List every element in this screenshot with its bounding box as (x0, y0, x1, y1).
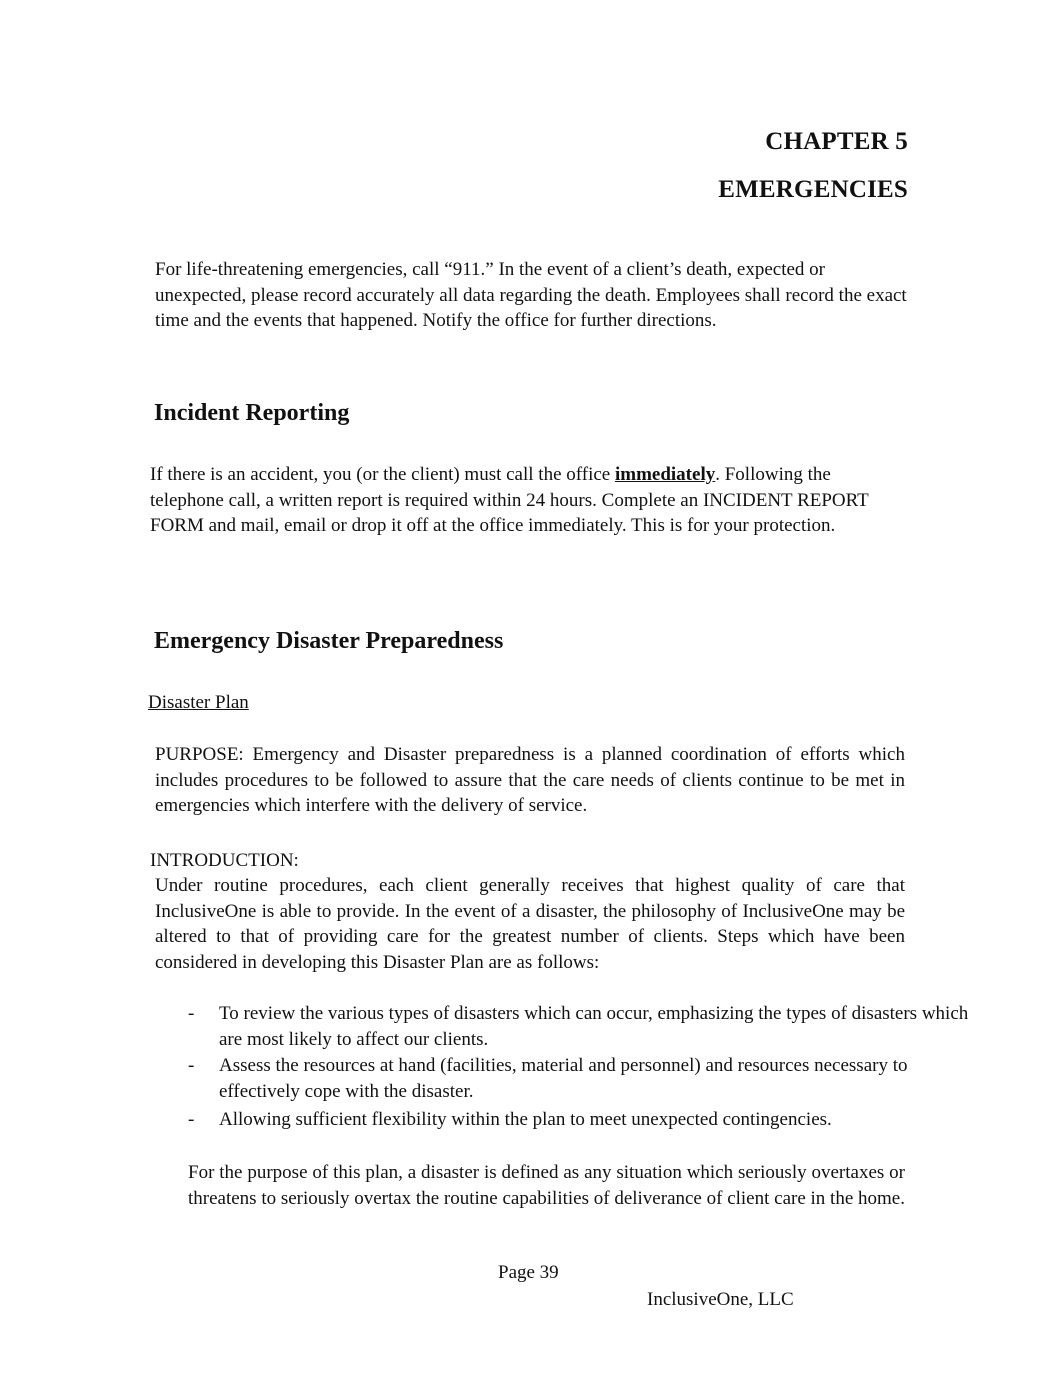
disaster-preparedness-heading: Emergency Disaster Preparedness (154, 628, 504, 654)
purpose-paragraph: PURPOSE: Emergency and Disaster preparedness is a planned coordination of efforts which includes procedures to be followed to assure that the care needs of clients continue to be met in emergencies which interfere with the delivery of service. (155, 744, 905, 816)
bullet-marker: - (188, 1003, 195, 1024)
chapter-number: CHAPTER 5 (765, 128, 908, 155)
intro-paragraph: For life-threatening emergencies, call “911.” In the event of a client’s death, expected or unexpected, please record accurately all data regarding the death. Employees shall record the exact time and the events that happened. Notify the office for further directions. (155, 259, 907, 331)
bullet-marker: - (188, 1109, 195, 1130)
bullet-item: Assess the resources at hand (facilities, material and personnel) and resources necessary to effectively cope with the disaster. (219, 1055, 908, 1102)
definition-paragraph: For the purpose of this plan, a disaster is defined as any situation which seriously overtaxes or threatens to seriously overtax the routine capabilities of deliverance of client care in the home. (188, 1162, 905, 1209)
bullet-marker: - (188, 1055, 195, 1076)
bullet-item: Allowing sufficient flexibility within the plan to meet unexpected contingencies. (219, 1109, 832, 1130)
incident-reporting-paragraph (150, 462, 905, 539)
incident-text-after: . Following the telephone call, a written report is required within 24 hours. Complete an INCIDENT REPORT FORM and mail, email or drop it off at the office immediately. This is for your protection. (150, 464, 869, 536)
chapter-title: EMERGENCIES (718, 176, 908, 203)
introduction-label: INTRODUCTION: (150, 850, 299, 871)
page-number: Page 39 (498, 1262, 559, 1283)
immediately-emphasis: immediately (614, 464, 716, 485)
incident-text-before: If there is an accident, you (or the client) must call the office (150, 464, 615, 485)
company-name: InclusiveOne, LLC (647, 1289, 794, 1310)
disaster-plan-subheading: Disaster Plan (148, 692, 249, 713)
bullet-item: To review the various types of disasters which can occur, emphasizing the types of disasters which are most likely to affect our clients. (219, 1003, 969, 1050)
introduction-paragraph: Under routine procedures, each client generally receives that highest quality of care that InclusiveOne is able to provide. In the event of a disaster, the philosophy of InclusiveOne may be altered to that of providing care for the greatest number of clients. Steps which have been considered in developing this Disaster Plan are as follows: (155, 875, 905, 973)
incident-reporting-heading: Incident Reporting (154, 400, 350, 426)
